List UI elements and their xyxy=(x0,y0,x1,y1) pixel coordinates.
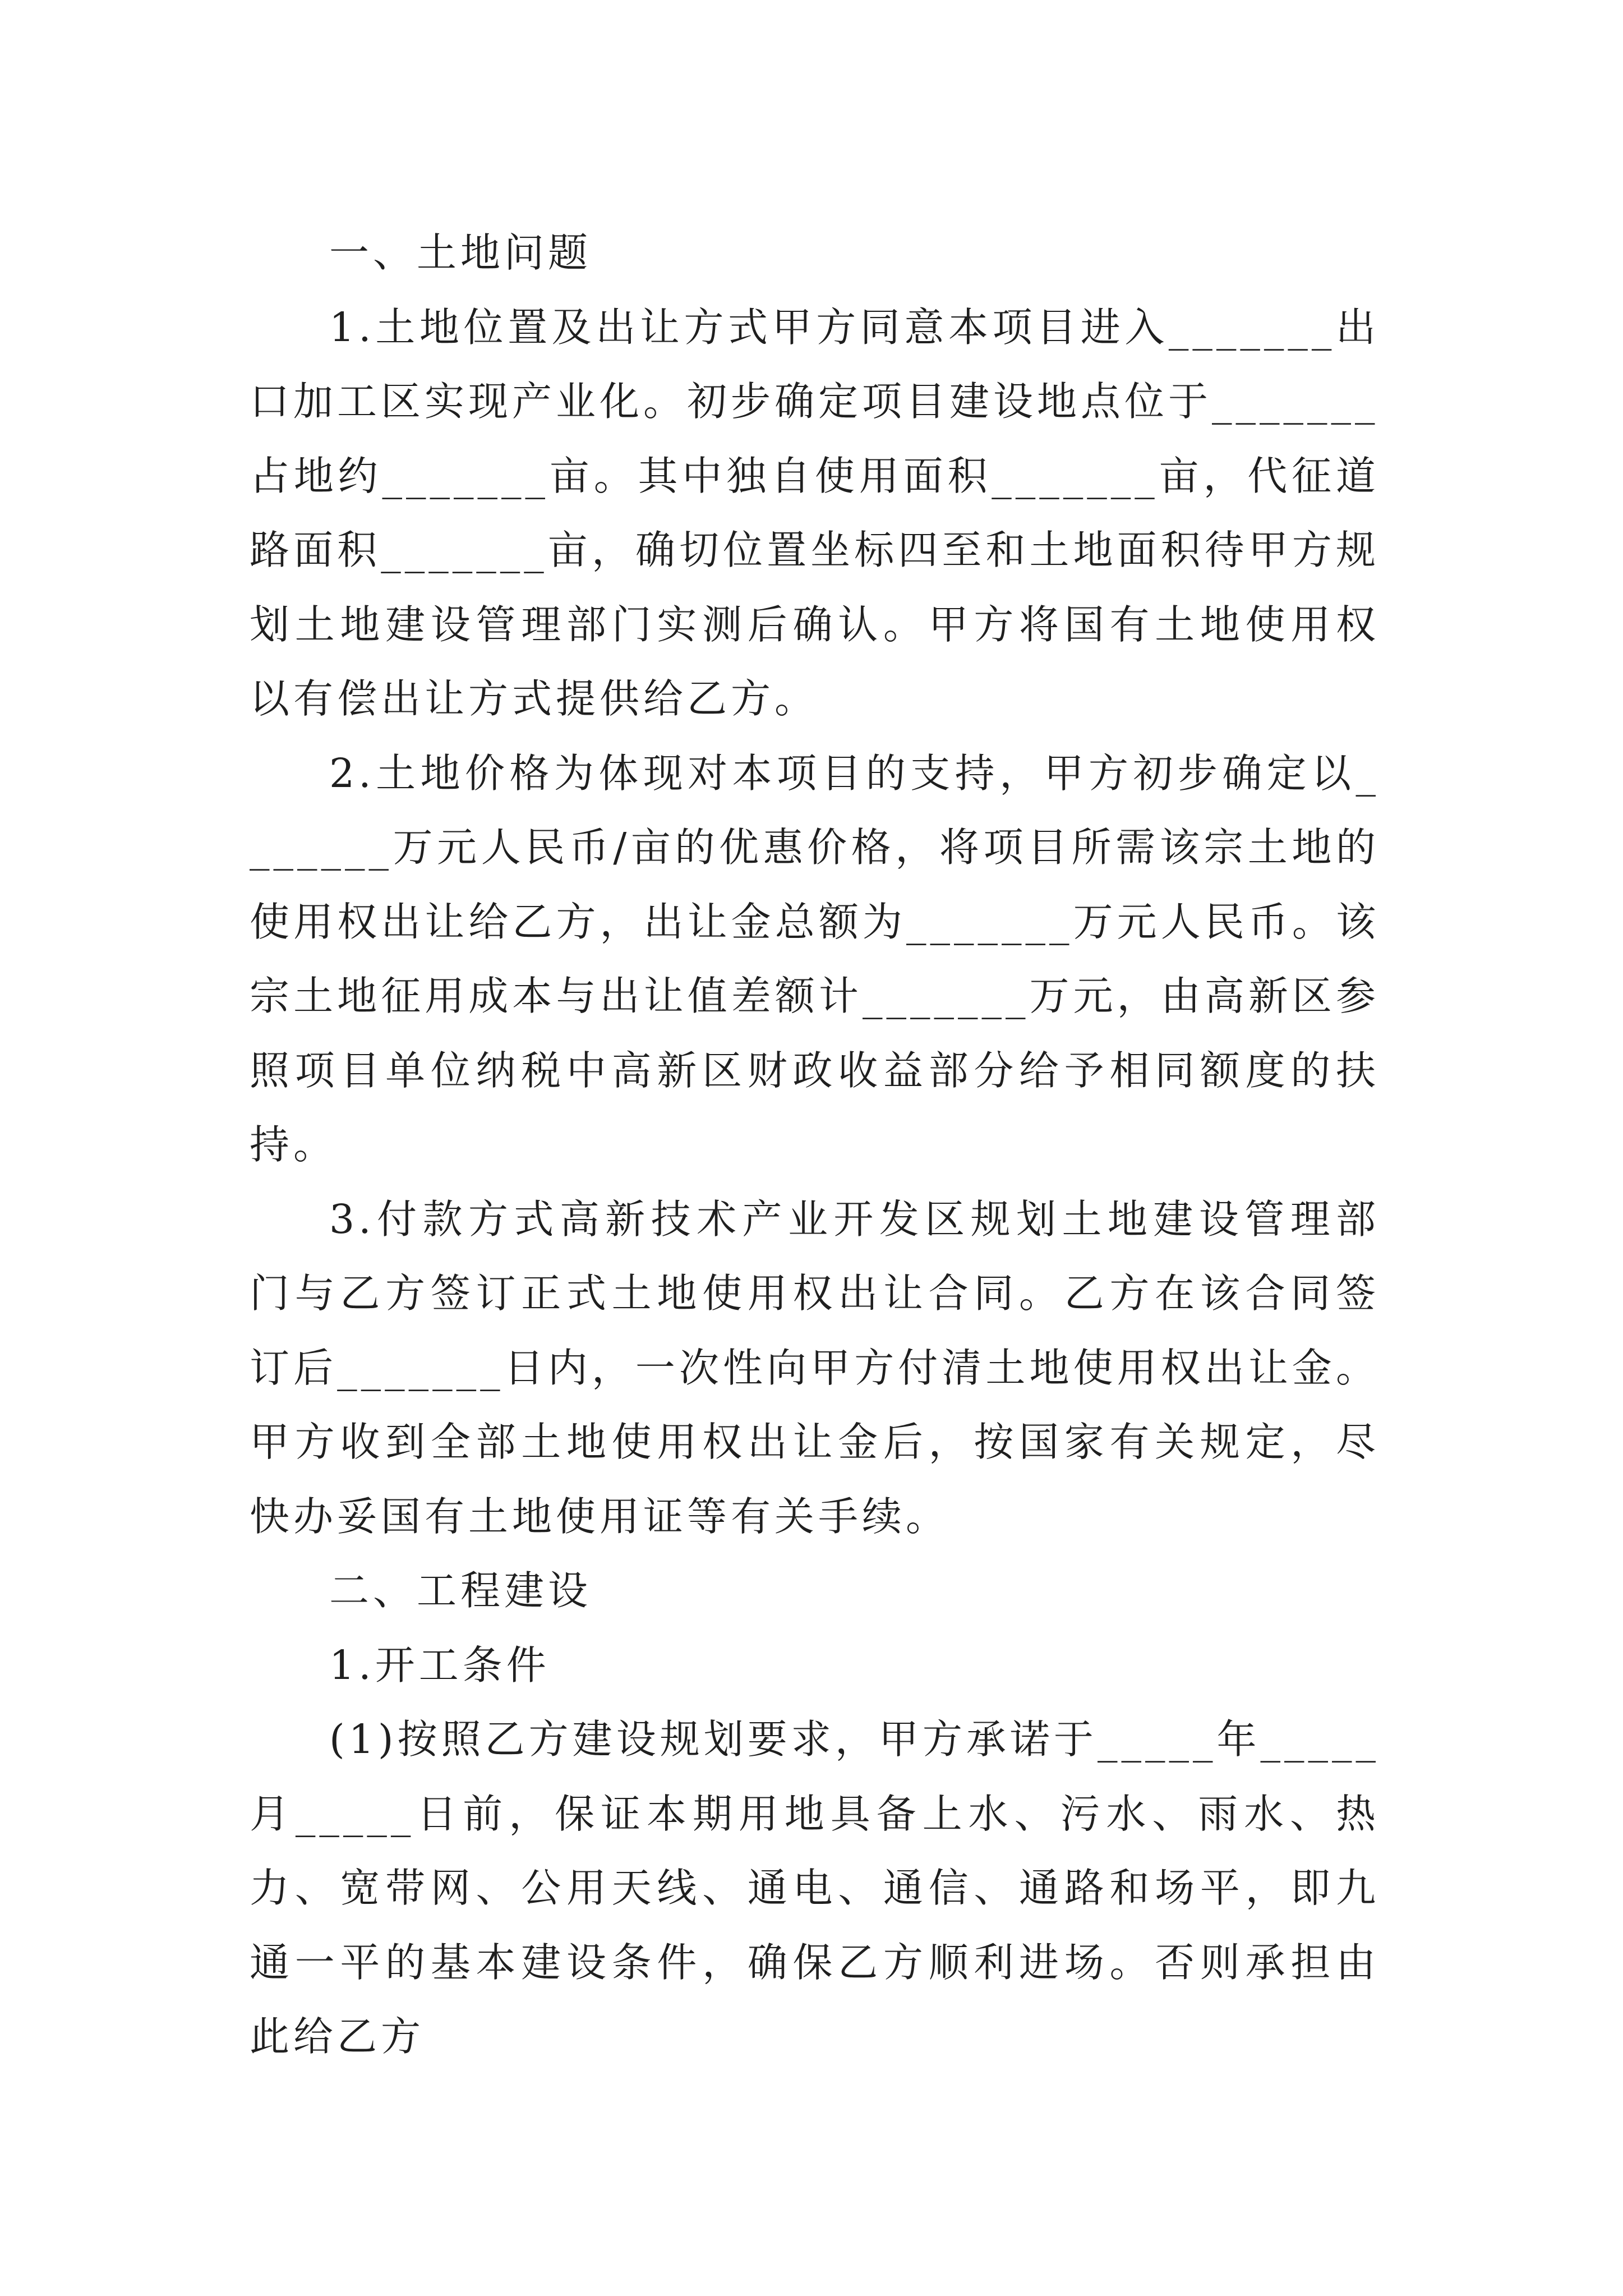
paragraph-payment-method: 3.付款方式高新技术产业开发区规划土地建设管理部门与乙方签订正式土地使用权出让合同。乙方在该合同签订后_______日内，一次性向甲方付清土地使用权出让金。甲方收到全部土地使用权出让金后，按国家有关规定，尽快办妥国有土地使用证等有关手续。 xyxy=(250,1195,1380,1540)
section-heading-land: 一、土地问题 xyxy=(329,229,592,276)
paragraph-land-area: 占地约_______亩。其中独自使用面积_______亩，代征道路面积_______亩，确切位置坐标四至和土地面积待甲方规划土地建设管理部门实测后确认。甲方将国有土地使用权以有偿出让方式提供给乙方。 xyxy=(250,452,1380,722)
paragraph-land-location: 1.土地位置及出让方式甲方同意本项目进入_______出口加工区实现产业化。初步确定项目建设地点位于_______ xyxy=(250,303,1380,425)
document-body xyxy=(250,216,1380,2074)
section-heading-construction: 二、工程建设 xyxy=(329,1567,592,1614)
paragraph-land-price: 2.土地价格为体现对本项目的支持，甲方初步确定以_______万元人民币/亩的优惠价格，将项目所需该宗土地的使用权出让给乙方，出让金总额为_______万元人民币。该宗土地征用成本与出让值差额计_______万元，由高新区参照项目单位纳税中高新区财政收益部分给予相同额度的扶持。 xyxy=(250,749,1380,1168)
subheading-start-conditions: 1.开工条件 xyxy=(329,1641,550,1688)
paragraph-start-conditions: (1)按照乙方建设规划要求，甲方承诺于_____年_____月_____日前，保证本期用地具备上水、污水、雨水、热力、宽带网、公用天线、通电、通信、通路和场平，即九通一平的基本建设条件，确保乙方顺利进场。否则承担由此给乙方 xyxy=(250,1716,1380,2060)
